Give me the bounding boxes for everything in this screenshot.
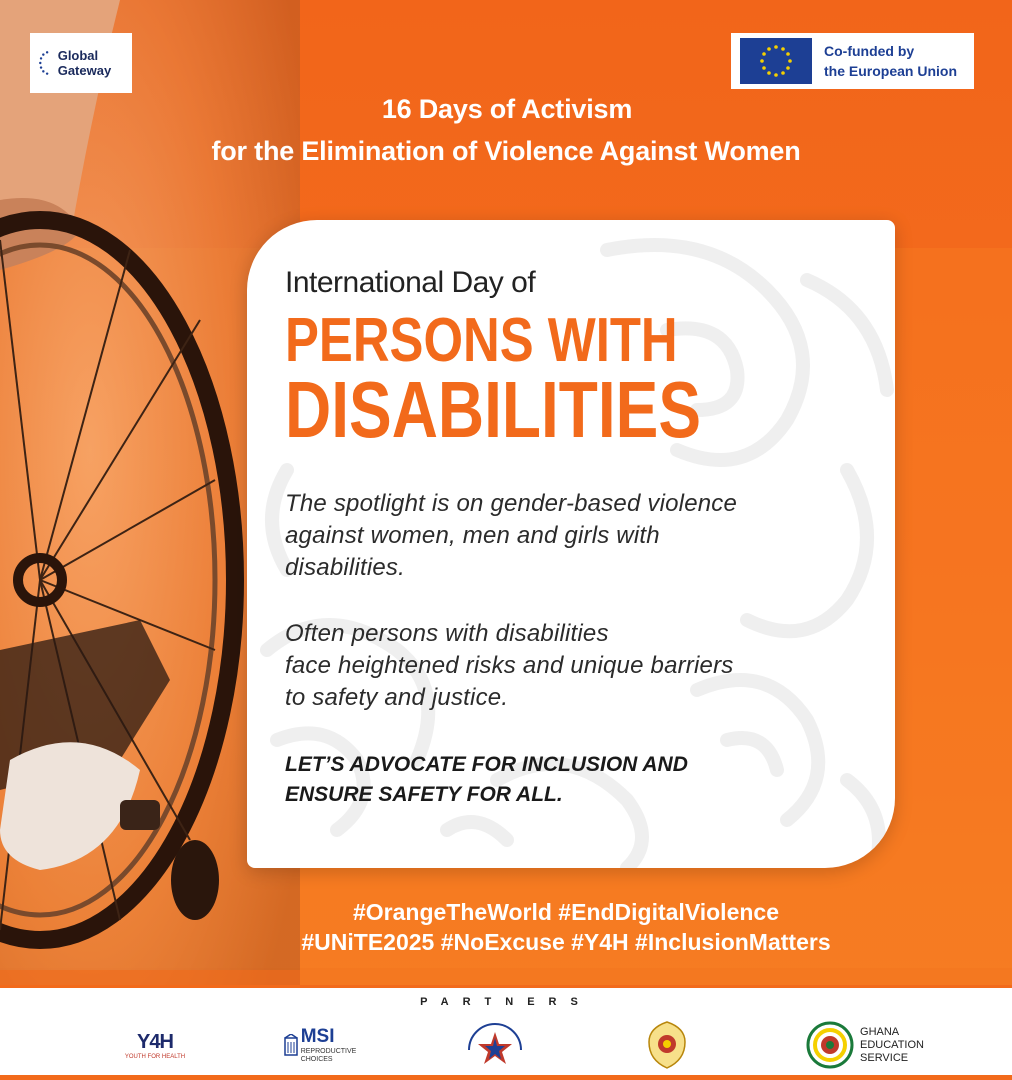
campaign-header (0, 88, 1012, 172)
msi-logo-text: MSI (300, 1026, 335, 1047)
ges-seal-icon (806, 1021, 854, 1069)
msi-sub1: REPRODUCTIVE (300, 1048, 357, 1055)
hashtags (0, 897, 1012, 957)
card-title-line1: PERSONS WITH (285, 306, 678, 375)
ges-line1: GHANA (860, 1025, 900, 1038)
y4h-logo (110, 1020, 200, 1070)
msi-building-icon (284, 1034, 298, 1056)
call-to-action (285, 750, 875, 810)
cta-line1: LET’S ADVOCATE FOR INCLUSION AND (285, 753, 688, 776)
global-gateway-text: Global Gateway (57, 48, 112, 78)
ghana-health-service-logo (637, 1020, 697, 1070)
card-intro: International Day of (285, 266, 536, 299)
msi-sub2: CHOICES (300, 1056, 333, 1063)
para2-line1: Often persons with disabilities (285, 620, 609, 647)
message-card (247, 220, 895, 868)
footer-orange-strip (0, 1075, 1012, 1080)
y4h-logo-text: Y4H (137, 1030, 173, 1053)
ghs-emblem-icon (645, 1020, 689, 1070)
ghana-education-service-logo (795, 1020, 935, 1070)
global-gateway-logo (30, 33, 132, 93)
header-line1: 16 Days of Activism (381, 94, 633, 124)
hashtags-line1: #OrangeTheWorld #EndDigitalViolence (352, 899, 780, 925)
y4h-logo-subtext: YOUTH FOR HEALTH (124, 1053, 186, 1060)
eu-text-line2: the European Union (824, 63, 957, 79)
cta-line2: ENSURE SAFETY FOR ALL. (285, 783, 563, 806)
yag-star-icon (465, 1020, 525, 1070)
para1-line1: The spotlight is on gender-based violence (285, 490, 738, 517)
hashtags-line2: #UNiTE2025 #NoExcuse #Y4H #InclusionMatters (301, 929, 831, 955)
header-line2: for the Elimination of Violence Against Women (211, 136, 801, 166)
youth-advocates-ghana-logo (460, 1020, 530, 1070)
partners-label: PARTNERS (420, 996, 592, 1008)
partners-footer (0, 985, 1012, 1080)
eu-flag-icon (740, 38, 812, 84)
spotlight-paragraph (285, 488, 875, 584)
ges-line3: SERVICE (860, 1051, 909, 1064)
eu-cofunded-logo (731, 33, 974, 89)
para2-line2: face heightened risks and unique barriers (285, 652, 734, 679)
msi-logo (280, 1020, 360, 1070)
card-title-line2: DISABILITIES (285, 365, 702, 454)
ges-line2: EDUCATION (860, 1038, 924, 1051)
para1-line3: disabilities. (285, 554, 405, 581)
para1-line2: against women, men and girls with (285, 522, 660, 549)
risks-paragraph (285, 618, 875, 714)
para2-line3: to safety and justice. (285, 684, 509, 711)
global-gateway-stars-icon (38, 43, 52, 83)
eu-text-line1: Co-funded by (824, 43, 915, 59)
